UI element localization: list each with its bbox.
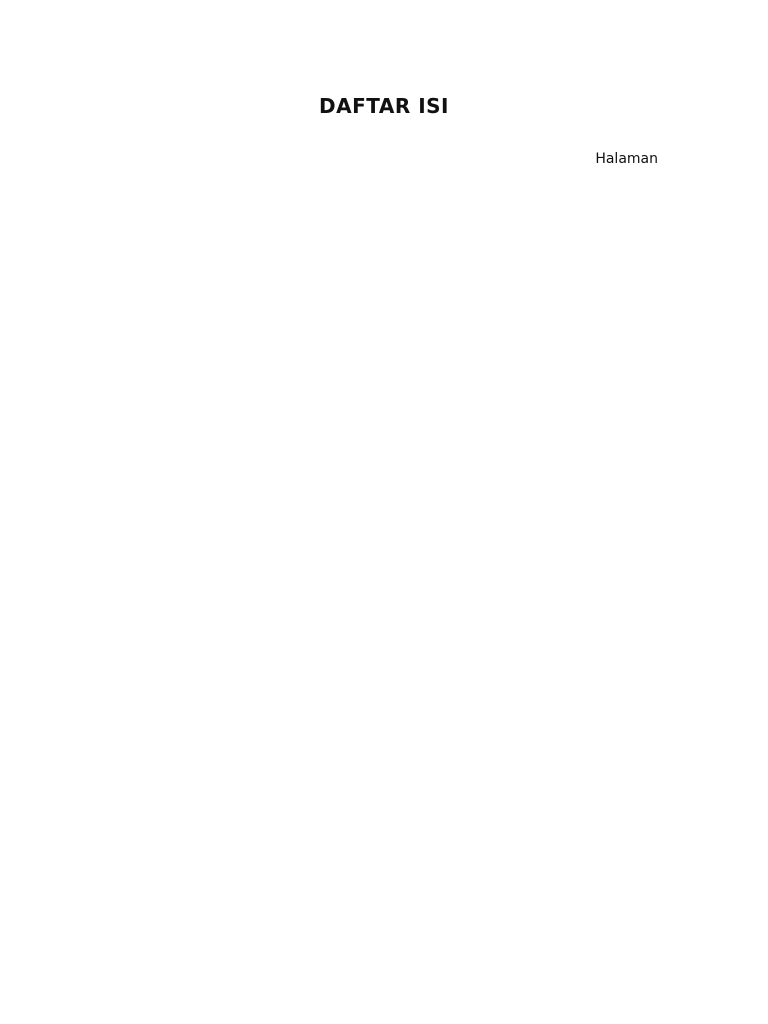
page-column-label: Halaman	[595, 151, 658, 167]
document-title: DAFTAR ISI	[319, 94, 449, 118]
